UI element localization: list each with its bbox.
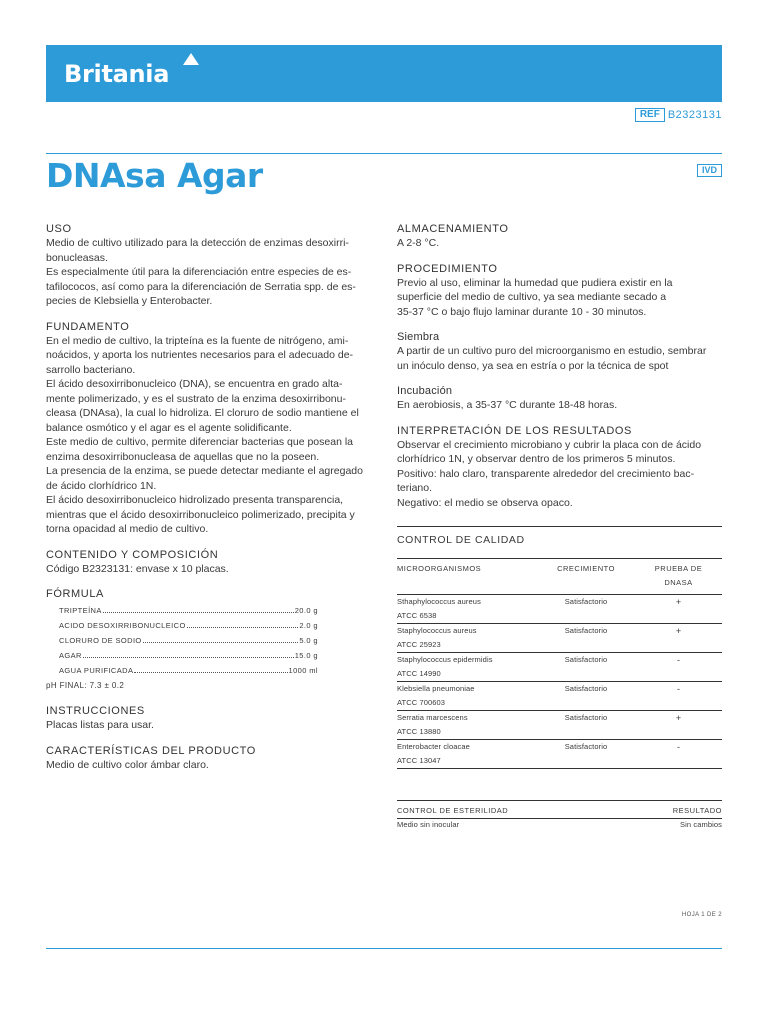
ref-block xyxy=(635,108,722,122)
sterility-sample: Medio sin inocular xyxy=(397,820,460,829)
text-line: balance osmótico y el agar es el agente solidificante. xyxy=(46,421,292,434)
text-line: mientras que el ácido desoxirribonucleico polimerizado, precipita y xyxy=(46,508,355,521)
formula-amount: 15.0 g xyxy=(294,651,318,660)
brand-logo: Britania xyxy=(64,60,170,88)
instrucciones-text: Placas listas para usar. xyxy=(46,719,154,731)
table-header xyxy=(397,800,722,818)
formula-row xyxy=(46,618,318,633)
text-line: noácidos, y aporta los nutrientes necesarios para el adecuado de- xyxy=(46,349,354,361)
top-divider xyxy=(46,153,722,154)
interpretacion-heading: INTERPRETACIÓN DE LOS RESULTADOS xyxy=(397,424,632,437)
table-bottom-rule xyxy=(397,768,722,769)
dnasa-cell: + xyxy=(675,626,682,636)
formula-ingredient: ACIDO DESOXIRRIBONUCLEICO xyxy=(59,621,186,630)
almacenamiento-heading: ALMACENAMIENTO xyxy=(397,223,509,235)
text-line: cleasa (DNAsa), la cual lo hidroliza. El cloruro de sodio mantiene el xyxy=(46,407,359,419)
organism-atcc: ATCC 13047 xyxy=(397,756,441,765)
text-line: de ácido clorhídrico 1N. xyxy=(46,479,157,492)
almacenamiento-text: A 2-8 °C. xyxy=(397,237,440,249)
uso-heading: USO xyxy=(46,223,72,235)
text-line: Es especialmente útil para la diferenciación entre especies de es- xyxy=(46,266,352,278)
organism-atcc: ATCC 13880 xyxy=(397,727,441,736)
text-line: clorhídrico 1N, y observar dentro de los primeros 5 minutos. xyxy=(397,453,676,465)
table-row xyxy=(397,681,722,710)
caracteristicas-heading: CARACTERÍSTICAS DEL PRODUCTO xyxy=(46,744,256,757)
dnasa-cell: - xyxy=(676,655,681,665)
dnasa-cell: - xyxy=(676,742,681,752)
text-line: teriano. xyxy=(397,482,433,494)
sterility-result: Sin cambios xyxy=(680,820,722,829)
table-row xyxy=(397,710,722,739)
col-header-resultado: RESULTADO xyxy=(672,806,722,815)
formula-ingredient: TRIPTEÍNA xyxy=(59,606,102,615)
formula-row xyxy=(46,603,318,618)
right-column xyxy=(397,222,722,831)
text-line: superficie del medio de cultivo, ya sea mediante secado a xyxy=(397,291,667,303)
text-line: Medio de cultivo utilizado para la detección de enzimas desoxirri- xyxy=(46,237,349,249)
growth-cell: Satisfactorio xyxy=(564,742,608,751)
ref-code: B2323131 xyxy=(667,109,722,121)
contenido-heading: CONTENIDO Y COMPOSICIÓN xyxy=(46,548,219,561)
col-header-microorganismos: MICROORGANISMOS xyxy=(397,564,482,573)
organism-atcc: ATCC 25923 xyxy=(397,640,441,649)
instrucciones-heading: INSTRUCCIONES xyxy=(46,705,145,717)
table-row xyxy=(397,818,722,831)
text-line: El ácido desoxirribonucleico (DNA), se encuentra en grado alta- xyxy=(46,378,343,390)
contenido-text: Código B2323131: envase x 10 placas. xyxy=(46,562,229,575)
growth-cell: Satisfactorio xyxy=(564,626,608,635)
growth-cell: Satisfactorio xyxy=(564,597,608,606)
dnasa-cell: + xyxy=(675,597,682,607)
organism-name: Enterobacter cloacae xyxy=(397,742,470,751)
text-line: bonucleasas. xyxy=(46,251,108,264)
incubacion-heading: Incubación xyxy=(397,385,453,397)
caracteristicas-text: Medio de cultivo color ámbar claro. xyxy=(46,758,209,771)
incubacion-text: En aerobiosis, a 35-37 °C durante 18-48 horas. xyxy=(397,399,618,411)
text-line: La presencia de la enzima, se puede detectar mediante el agregado xyxy=(46,465,363,477)
organism-name: Sthaphylococcus aureus xyxy=(397,597,481,606)
negativo-label: Negativo xyxy=(397,496,439,509)
brand-banner xyxy=(46,45,722,102)
formula-amount: 1000 ml xyxy=(288,666,318,675)
growth-cell: Satisfactorio xyxy=(564,684,608,693)
text-line: sarrollo bacteriano. xyxy=(46,363,136,376)
formula-row xyxy=(46,648,318,663)
ref-label: REF xyxy=(635,108,665,122)
sterility-control-table xyxy=(397,800,722,831)
text-line: Este medio de cultivo, permite diferenciar bacterias que posean la xyxy=(46,436,354,448)
fundamento-heading: FUNDAMENTO xyxy=(46,320,130,333)
procedimiento-text xyxy=(397,276,722,320)
formula-row xyxy=(46,633,318,648)
text-line: torna opacidad al medio de cultivo. xyxy=(46,523,209,535)
formula-ph: pH FINAL: 7.3 ± 0.2 xyxy=(46,681,125,690)
formula-ingredient: AGAR xyxy=(59,651,82,660)
text-line: pecies de Klebsiella y Enterobacter. xyxy=(46,295,213,307)
text-line: En el medio de cultivo, la tripteína es la fuente de nitrógeno, ami- xyxy=(46,334,349,347)
text-line: enzima desoxirribonucleasa de aquellas que no la poseen. xyxy=(46,450,320,463)
organism-name: Klebsiella pneumoniae xyxy=(397,684,475,693)
formula-list xyxy=(46,603,370,693)
brand-triangle-icon xyxy=(183,53,199,65)
formula-row xyxy=(46,663,318,678)
text-line: El ácido desoxirribonucleico hidrolizado presenta transparencia, xyxy=(46,494,344,506)
organism-name: Staphylococcus aureus xyxy=(397,626,477,635)
page-number: HOJA 1 DE 2 xyxy=(681,912,722,918)
bottom-divider xyxy=(46,948,722,949)
col-header-prueba-dnasa: PRUEBA DE DNASA xyxy=(654,564,703,587)
organism-atcc: ATCC 700603 xyxy=(397,698,446,707)
page-title: DNAsa Agar xyxy=(46,156,263,195)
formula-amount: 2.0 g xyxy=(299,621,318,630)
table-row xyxy=(397,623,722,652)
text-line: 35-37 °C o bajo flujo laminar durante 10 - 30 minutos. xyxy=(397,305,647,318)
growth-cell: Satisfactorio xyxy=(564,655,608,664)
positivo-label: Positivo xyxy=(397,467,434,480)
col-header-control-esterilidad: CONTROL DE ESTERILIDAD xyxy=(397,806,509,815)
formula-ingredient: AGUA PURIFICADA xyxy=(59,666,134,675)
organism-atcc: ATCC 14990 xyxy=(397,669,441,678)
text-line: A partir de un cultivo puro del microorganismo en estudio, sembrar xyxy=(397,345,707,357)
table-row xyxy=(397,652,722,681)
formula-heading: FÓRMULA xyxy=(46,588,104,600)
left-column xyxy=(46,222,370,772)
uso-text xyxy=(46,236,370,309)
fundamento-text xyxy=(46,334,370,537)
quality-control-table xyxy=(397,526,722,769)
text-line: Previo al uso, eliminar la humedad que pudiera existir en la xyxy=(397,276,673,289)
text-line: tafilococos, así como para la diferenciación de Serratia spp. de es- xyxy=(46,280,356,293)
table-row xyxy=(397,594,722,623)
organism-atcc: ATCC 6538 xyxy=(397,611,437,620)
quality-control-title: CONTROL DE CALIDAD xyxy=(397,526,722,547)
ivd-badge: IVD xyxy=(697,164,722,177)
text-line: mente polimerizado, y es el sustrato de la enzima desoxirribonu- xyxy=(46,392,346,405)
siembra-heading: Siembra xyxy=(397,331,440,343)
text-line: un inóculo denso, ya sea en estría o por la técnica de spot xyxy=(397,359,669,372)
organism-name: Serratia marcescens xyxy=(397,713,468,722)
formula-amount: 5.0 g xyxy=(299,636,318,645)
table-row xyxy=(397,739,722,768)
procedimiento-heading: PROCEDIMIENTO xyxy=(397,262,498,275)
table-header xyxy=(397,558,722,594)
col-header-crecimiento: CRECIMIENTO xyxy=(557,564,615,573)
growth-cell: Satisfactorio xyxy=(564,713,608,722)
interpretacion-text xyxy=(397,438,722,511)
siembra-text xyxy=(397,344,722,373)
formula-ingredient: CLORURO DE SODIO xyxy=(59,636,142,645)
dnasa-cell: - xyxy=(676,684,681,694)
text-line: Observar el crecimiento microbiano y cubrir la placa con de ácido xyxy=(397,438,702,451)
organism-name: Staphylococcus epidermidis xyxy=(397,655,493,664)
negativo-line: Negativo: el medio se observa opaco. xyxy=(397,496,573,509)
dnasa-cell: + xyxy=(675,713,682,723)
positivo-line: Positivo: halo claro, transparente alrededor del crecimiento bac- xyxy=(397,467,695,480)
formula-amount: 20.0 g xyxy=(294,606,318,615)
